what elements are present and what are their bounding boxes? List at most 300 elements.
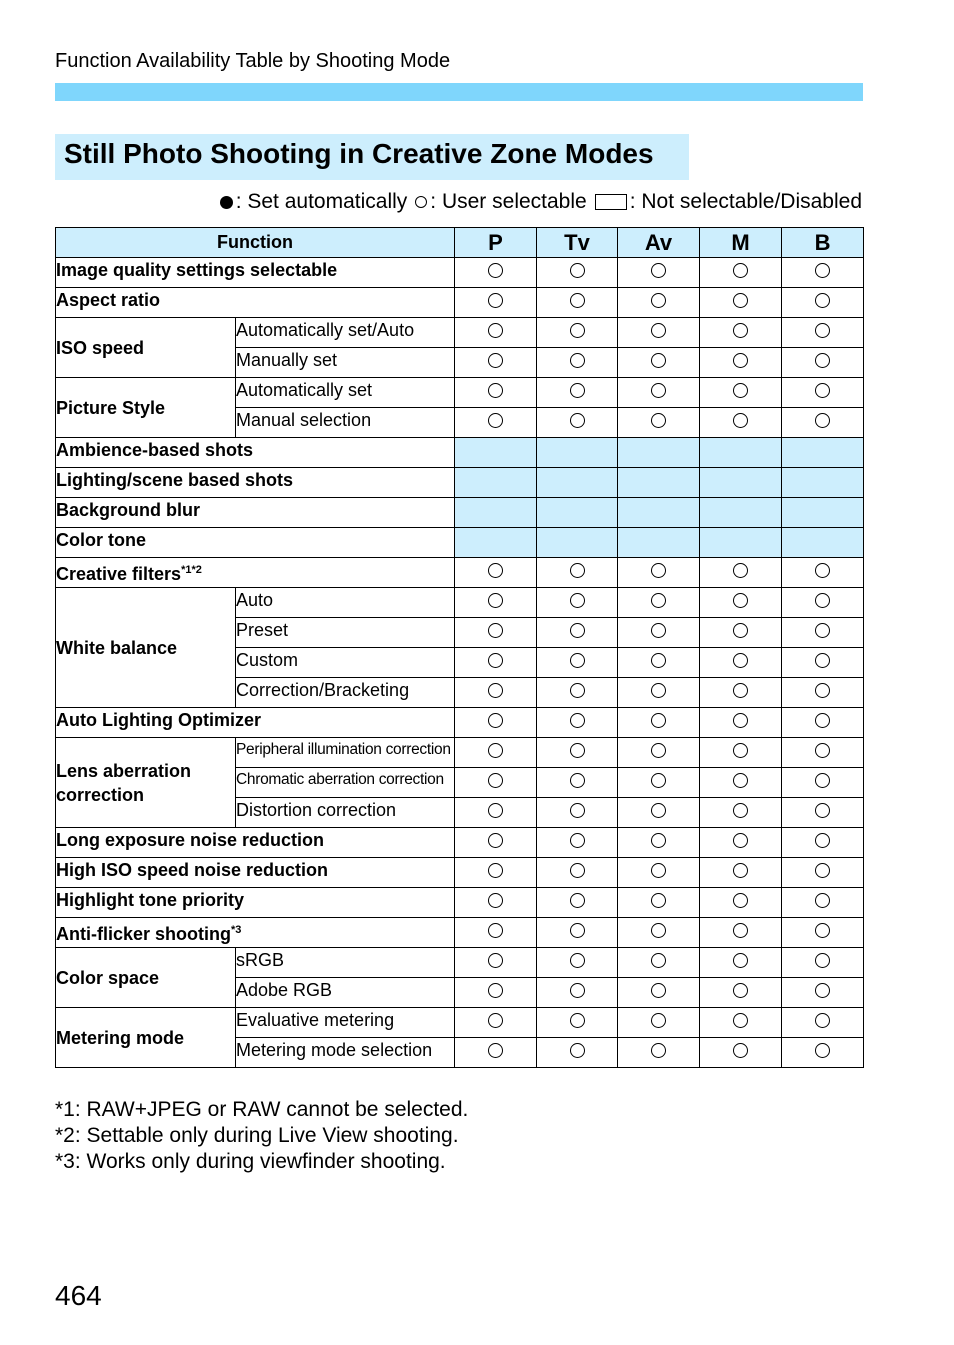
- feature-label-text: Image quality settings selectable: [56, 260, 338, 280]
- mode-cell-b: [782, 858, 864, 888]
- mode-cell-b: [782, 618, 864, 648]
- sub-feature-label: Correction/Bracketing: [236, 678, 455, 708]
- mode-cell-b: [782, 408, 864, 438]
- open-circle-icon: [651, 263, 666, 278]
- open-circle-icon: [733, 323, 748, 338]
- table-row: [56, 588, 864, 618]
- open-circle-icon: [488, 1043, 503, 1058]
- sub-feature-label: Adobe RGB: [236, 978, 455, 1008]
- mode-cell-tv: [537, 558, 618, 588]
- mode-cell-m: [700, 948, 782, 978]
- mode-cell-m: [700, 768, 782, 798]
- open-circle-icon: [815, 683, 830, 698]
- open-circle-icon: [733, 293, 748, 308]
- mode-cell-b: [782, 498, 864, 528]
- open-circle-icon: [488, 893, 503, 908]
- legend-user-label: : User selectable: [430, 190, 587, 213]
- mode-cell-b: [782, 678, 864, 708]
- open-circle-icon: [815, 383, 830, 398]
- feature-label-text: Highlight tone priority: [56, 890, 244, 910]
- open-circle-icon: [488, 593, 503, 608]
- open-circle-icon: [570, 683, 585, 698]
- mode-cell-b: [782, 738, 864, 768]
- mode-cell-av: [618, 348, 700, 378]
- mode-cell-b: [782, 828, 864, 858]
- mode-cell-tv: [537, 648, 618, 678]
- mode-cell-av: [618, 858, 700, 888]
- feature-label: [56, 858, 455, 888]
- mode-cell-p: [455, 258, 537, 288]
- open-circle-icon: [488, 1013, 503, 1028]
- mode-cell-av: [618, 708, 700, 738]
- feature-label-text: White balance: [56, 637, 178, 658]
- mode-cell-b: [782, 528, 864, 558]
- open-circle-icon: [488, 353, 503, 368]
- mode-cell-m: [700, 558, 782, 588]
- legend-disabled-label: : Not selectable/Disabled: [629, 190, 862, 213]
- feature-label-text: Background blur: [56, 500, 201, 520]
- open-circle-icon: [570, 563, 585, 578]
- mode-cell-m: [700, 678, 782, 708]
- mode-cell-m: [700, 918, 782, 948]
- feature-label-text: Ambience-based shots: [56, 440, 254, 460]
- mode-cell-av: [618, 528, 700, 558]
- feature-label: [56, 1008, 236, 1068]
- mode-cell-tv: [537, 888, 618, 918]
- open-circle-icon: [815, 623, 830, 638]
- open-circle-icon: [815, 923, 830, 938]
- open-circle-icon: [570, 383, 585, 398]
- mode-cell-m: [700, 438, 782, 468]
- open-circle-icon: [570, 893, 585, 908]
- open-circle-icon: [651, 953, 666, 968]
- open-circle-icon: [488, 983, 503, 998]
- mode-cell-av: [618, 678, 700, 708]
- mode-header-av: Av: [618, 228, 700, 258]
- open-circle-icon: [488, 683, 503, 698]
- feature-label-text: Color tone: [56, 530, 146, 550]
- mode-cell-p: [455, 318, 537, 348]
- mode-cell-tv: [537, 378, 618, 408]
- mode-cell-m: [700, 498, 782, 528]
- open-circle-icon: [570, 353, 585, 368]
- table-row: [56, 318, 864, 348]
- open-circle-icon: [815, 323, 830, 338]
- mode-cell-b: [782, 888, 864, 918]
- table-row: [56, 708, 864, 738]
- feature-label-text: Creative filters: [56, 564, 182, 584]
- sub-feature-label: Distortion correction: [236, 798, 455, 828]
- open-circle-icon: [570, 1013, 585, 1028]
- mode-header-b: B: [782, 228, 864, 258]
- open-circle-icon: [733, 623, 748, 638]
- mode-cell-av: [618, 288, 700, 318]
- open-circle-icon: [733, 683, 748, 698]
- mode-header-tv: Tv: [537, 228, 618, 258]
- table-body: [56, 258, 864, 1068]
- mode-cell-tv: [537, 708, 618, 738]
- mode-cell-b: [782, 648, 864, 678]
- open-circle-icon: [570, 833, 585, 848]
- open-circle-icon: [651, 623, 666, 638]
- feature-label: [56, 708, 455, 738]
- mode-cell-b: [782, 258, 864, 288]
- mode-header-m: M: [700, 228, 782, 258]
- mode-cell-p: [455, 408, 537, 438]
- mode-cell-b: [782, 288, 864, 318]
- open-circle-icon: [488, 953, 503, 968]
- feature-label: [56, 558, 455, 588]
- mode-cell-av: [618, 588, 700, 618]
- filled-circle-icon: [220, 196, 233, 209]
- footnote-ref: *1*2: [181, 564, 202, 576]
- mode-cell-b: [782, 318, 864, 348]
- open-circle-icon: [651, 353, 666, 368]
- mode-cell-b: [782, 708, 864, 738]
- mode-cell-p: [455, 978, 537, 1008]
- footnote-ref: *3: [231, 924, 242, 936]
- open-circle-icon: [815, 833, 830, 848]
- open-circle-icon: [488, 293, 503, 308]
- mode-cell-m: [700, 888, 782, 918]
- mode-cell-tv: [537, 1038, 618, 1068]
- mode-cell-m: [700, 378, 782, 408]
- footnote: *1: RAW+JPEG or RAW cannot be selected.: [55, 1098, 469, 1121]
- open-circle-icon: [570, 323, 585, 338]
- mode-cell-tv: [537, 618, 618, 648]
- open-circle-icon: [488, 413, 503, 428]
- footnote: *2: Settable only during Live View shooting.: [55, 1124, 459, 1147]
- open-circle-icon: [733, 923, 748, 938]
- open-circle-icon: [815, 713, 830, 728]
- table-row: [56, 738, 864, 768]
- mode-cell-p: [455, 468, 537, 498]
- mode-cell-p: [455, 708, 537, 738]
- mode-cell-av: [618, 1038, 700, 1068]
- mode-cell-tv: [537, 678, 618, 708]
- table-row: [56, 378, 864, 408]
- open-circle-icon: [733, 1013, 748, 1028]
- mode-cell-p: [455, 498, 537, 528]
- feature-label: [56, 918, 455, 948]
- mode-cell-av: [618, 318, 700, 348]
- mode-cell-av: [618, 978, 700, 1008]
- mode-cell-p: [455, 378, 537, 408]
- open-circle-icon: [733, 653, 748, 668]
- function-column-header: Function: [56, 228, 455, 258]
- mode-cell-tv: [537, 348, 618, 378]
- open-circle-icon: [488, 653, 503, 668]
- sub-feature-label: Evaluative metering: [236, 1008, 455, 1038]
- open-circle-icon: [570, 773, 585, 788]
- sub-feature-label: Auto: [236, 588, 455, 618]
- mode-cell-m: [700, 978, 782, 1008]
- mode-cell-av: [618, 1008, 700, 1038]
- open-circle-icon: [733, 953, 748, 968]
- section-title: Still Photo Shooting in Creative Zone Modes: [55, 134, 689, 180]
- mode-cell-tv: [537, 258, 618, 288]
- mode-cell-tv: [537, 468, 618, 498]
- open-circle-icon: [651, 773, 666, 788]
- sub-feature-label: Automatically set/Auto: [236, 318, 455, 348]
- mode-cell-m: [700, 1038, 782, 1068]
- table-row: [56, 288, 864, 318]
- open-circle-icon: [651, 923, 666, 938]
- mode-cell-b: [782, 348, 864, 378]
- table-row: [56, 528, 864, 558]
- feature-label: [56, 738, 236, 828]
- mode-cell-av: [618, 558, 700, 588]
- mode-cell-tv: [537, 948, 618, 978]
- mode-cell-av: [618, 498, 700, 528]
- open-circle-icon: [815, 563, 830, 578]
- open-circle-icon: [815, 893, 830, 908]
- mode-cell-b: [782, 918, 864, 948]
- feature-label: [56, 258, 455, 288]
- open-circle-icon: [815, 263, 830, 278]
- open-circle-icon: [733, 983, 748, 998]
- mode-cell-tv: [537, 288, 618, 318]
- mode-cell-av: [618, 258, 700, 288]
- feature-label: [56, 888, 455, 918]
- open-circle-icon: [651, 743, 666, 758]
- open-circle-icon: [651, 983, 666, 998]
- mode-cell-p: [455, 348, 537, 378]
- mode-cell-b: [782, 798, 864, 828]
- mode-cell-av: [618, 648, 700, 678]
- open-circle-icon: [733, 833, 748, 848]
- mode-cell-tv: [537, 768, 618, 798]
- feature-label-text: Picture Style: [56, 397, 166, 418]
- mode-cell-p: [455, 798, 537, 828]
- open-circle-icon: [733, 563, 748, 578]
- mode-cell-av: [618, 618, 700, 648]
- open-circle-icon: [415, 196, 427, 208]
- mode-cell-m: [700, 468, 782, 498]
- open-circle-icon: [570, 983, 585, 998]
- open-circle-icon: [815, 743, 830, 758]
- sub-feature-label: sRGB: [236, 948, 455, 978]
- mode-cell-tv: [537, 318, 618, 348]
- open-circle-icon: [733, 1043, 748, 1058]
- feature-label: [56, 438, 455, 468]
- mode-cell-tv: [537, 408, 618, 438]
- sub-feature-label: Custom: [236, 648, 455, 678]
- open-circle-icon: [651, 1043, 666, 1058]
- mode-cell-m: [700, 828, 782, 858]
- open-circle-icon: [815, 293, 830, 308]
- mode-cell-m: [700, 708, 782, 738]
- open-circle-icon: [733, 743, 748, 758]
- mode-cell-m: [700, 1008, 782, 1038]
- open-circle-icon: [570, 413, 585, 428]
- mode-cell-p: [455, 648, 537, 678]
- open-circle-icon: [570, 953, 585, 968]
- legend-auto-label: : Set automatically: [235, 190, 408, 213]
- open-circle-icon: [488, 923, 503, 938]
- footnote: *3: Works only during viewfinder shooting.: [55, 1150, 446, 1173]
- sub-feature-label: Metering mode selection: [236, 1038, 455, 1068]
- table-row: [56, 258, 864, 288]
- feature-label-text: Lens aberration correction: [56, 760, 192, 805]
- mode-cell-p: [455, 768, 537, 798]
- open-circle-icon: [651, 383, 666, 398]
- mode-cell-p: [455, 828, 537, 858]
- table-row: [56, 558, 864, 588]
- open-circle-icon: [815, 863, 830, 878]
- mode-cell-p: [455, 948, 537, 978]
- open-circle-icon: [733, 593, 748, 608]
- mode-cell-av: [618, 378, 700, 408]
- empty-box-icon: [595, 194, 627, 210]
- mode-cell-p: [455, 918, 537, 948]
- open-circle-icon: [651, 803, 666, 818]
- sub-feature-label: Manually set: [236, 348, 455, 378]
- open-circle-icon: [488, 743, 503, 758]
- open-circle-icon: [488, 863, 503, 878]
- mode-cell-tv: [537, 1008, 618, 1038]
- mode-cell-p: [455, 1008, 537, 1038]
- open-circle-icon: [815, 983, 830, 998]
- mode-cell-av: [618, 738, 700, 768]
- sub-feature-label: Automatically set: [236, 378, 455, 408]
- mode-cell-av: [618, 828, 700, 858]
- table-row: [56, 1008, 864, 1038]
- header-rule: [55, 83, 863, 101]
- feature-label: [56, 948, 236, 1008]
- mode-cell-av: [618, 438, 700, 468]
- running-header: Function Availability Table by Shooting Mode: [55, 50, 451, 72]
- open-circle-icon: [815, 413, 830, 428]
- open-circle-icon: [570, 923, 585, 938]
- open-circle-icon: [815, 1013, 830, 1028]
- table-row: [56, 888, 864, 918]
- mode-cell-m: [700, 408, 782, 438]
- sub-feature-label: Chromatic aberration correction: [236, 768, 455, 798]
- open-circle-icon: [651, 1013, 666, 1028]
- feature-label: [56, 318, 236, 378]
- table-row: [56, 948, 864, 978]
- mode-cell-m: [700, 858, 782, 888]
- open-circle-icon: [815, 593, 830, 608]
- mode-cell-av: [618, 468, 700, 498]
- open-circle-icon: [651, 863, 666, 878]
- open-circle-icon: [651, 323, 666, 338]
- mode-cell-m: [700, 348, 782, 378]
- mode-cell-b: [782, 1008, 864, 1038]
- mode-cell-av: [618, 408, 700, 438]
- open-circle-icon: [651, 713, 666, 728]
- mode-cell-av: [618, 918, 700, 948]
- mode-cell-b: [782, 468, 864, 498]
- open-circle-icon: [651, 563, 666, 578]
- mode-cell-p: [455, 738, 537, 768]
- open-circle-icon: [488, 803, 503, 818]
- open-circle-icon: [488, 623, 503, 638]
- open-circle-icon: [570, 593, 585, 608]
- open-circle-icon: [815, 353, 830, 368]
- mode-cell-tv: [537, 738, 618, 768]
- open-circle-icon: [815, 653, 830, 668]
- sub-feature-label: Peripheral illumination correction: [236, 738, 455, 768]
- table-row: [56, 468, 864, 498]
- open-circle-icon: [733, 893, 748, 908]
- mode-cell-m: [700, 618, 782, 648]
- open-circle-icon: [651, 413, 666, 428]
- feature-label-text: Aspect ratio: [56, 290, 161, 310]
- mode-cell-b: [782, 768, 864, 798]
- mode-cell-p: [455, 588, 537, 618]
- open-circle-icon: [733, 713, 748, 728]
- open-circle-icon: [651, 833, 666, 848]
- feature-label-text: High ISO speed noise reduction: [56, 860, 329, 880]
- function-availability-table: [55, 227, 864, 1068]
- table-row: [56, 828, 864, 858]
- mode-cell-b: [782, 588, 864, 618]
- open-circle-icon: [733, 863, 748, 878]
- table-header-row: [56, 228, 864, 258]
- feature-label-text: ISO speed: [56, 337, 145, 358]
- open-circle-icon: [815, 1043, 830, 1058]
- open-circle-icon: [815, 953, 830, 968]
- feature-label-text: Lighting/scene based shots: [56, 470, 294, 490]
- open-circle-icon: [733, 353, 748, 368]
- mode-cell-p: [455, 888, 537, 918]
- feature-label: [56, 588, 236, 708]
- mode-cell-b: [782, 1038, 864, 1068]
- mode-cell-tv: [537, 858, 618, 888]
- open-circle-icon: [570, 863, 585, 878]
- mode-cell-tv: [537, 498, 618, 528]
- table-row: [56, 438, 864, 468]
- mode-cell-av: [618, 888, 700, 918]
- open-circle-icon: [570, 713, 585, 728]
- mode-cell-m: [700, 288, 782, 318]
- mode-cell-av: [618, 768, 700, 798]
- mode-cell-b: [782, 438, 864, 468]
- mode-cell-p: [455, 858, 537, 888]
- feature-label: [56, 828, 455, 858]
- mode-cell-p: [455, 528, 537, 558]
- feature-label: [56, 288, 455, 318]
- mode-cell-m: [700, 258, 782, 288]
- open-circle-icon: [488, 833, 503, 848]
- feature-label: [56, 378, 236, 438]
- mode-cell-tv: [537, 798, 618, 828]
- feature-label-text: Anti-flicker shooting: [56, 924, 231, 944]
- open-circle-icon: [733, 383, 748, 398]
- open-circle-icon: [651, 683, 666, 698]
- open-circle-icon: [733, 413, 748, 428]
- mode-cell-tv: [537, 528, 618, 558]
- table-row: [56, 858, 864, 888]
- mode-cell-m: [700, 318, 782, 348]
- sub-feature-label: Manual selection: [236, 408, 455, 438]
- open-circle-icon: [488, 323, 503, 338]
- open-circle-icon: [570, 1043, 585, 1058]
- feature-label-text: Color space: [56, 967, 160, 988]
- feature-label: [56, 528, 455, 558]
- mode-header-p: P: [455, 228, 537, 258]
- mode-cell-tv: [537, 588, 618, 618]
- open-circle-icon: [488, 773, 503, 788]
- open-circle-icon: [733, 803, 748, 818]
- open-circle-icon: [651, 893, 666, 908]
- mode-cell-tv: [537, 438, 618, 468]
- open-circle-icon: [570, 263, 585, 278]
- open-circle-icon: [733, 773, 748, 788]
- mode-cell-b: [782, 558, 864, 588]
